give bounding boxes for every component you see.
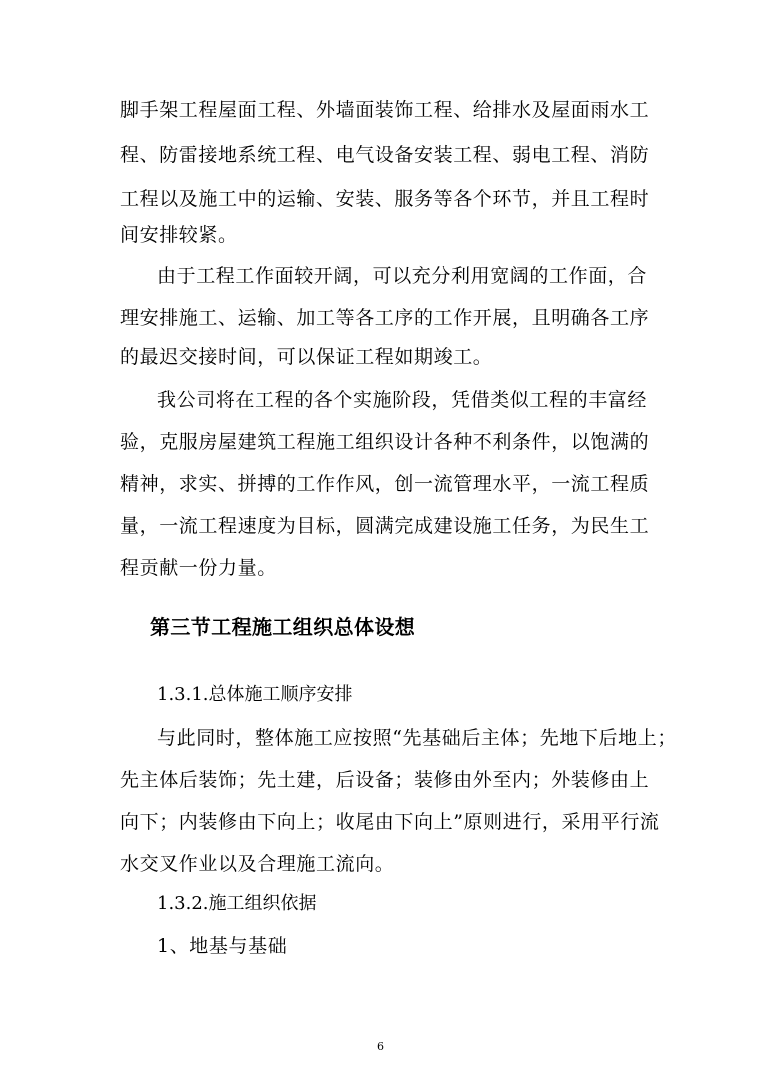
paragraph-2-line-3: 的最迟交接时间，可以保证工程如期竣工。	[120, 346, 493, 368]
paragraph-4-line-3: 向下；内装修由下向上；收尾由下向上”原则进行，采用平行流	[120, 811, 660, 833]
paragraph-4-line-2: 先主体后装饰；先土建，后设备；装修由外至内；外装修由上	[120, 769, 650, 791]
paragraph-1-line-3: 工程以及施工中的运输、安装、服务等各个环节，并且工程时	[120, 188, 650, 210]
page-number: 6	[377, 1040, 384, 1053]
paragraph-3-line-1: 我公司将在工程的各个实施阶段，凭借类似工程的丰富经	[157, 389, 648, 411]
subsection-heading-1-3-1: 1.3.1.总体施工顺序安排	[157, 684, 353, 705]
section-heading: 第三节工程施工组织总体设想	[150, 615, 416, 639]
paragraph-2-line-2: 理安排施工、运输、加工等各工序的工作开展，且明确各工序	[120, 307, 650, 329]
paragraph-1-line-2: 程、防雷接地系统工程、电气设备安装工程、弱电工程、消防	[120, 144, 650, 166]
paragraph-1-line-1: 脚手架工程屋面工程、外墙面装饰工程、给排水及屋面雨水工	[120, 99, 650, 121]
paragraph-4-line-1: 与此同时，整体施工应按照“先基础后主体；先地下后地上；	[157, 727, 677, 749]
paragraph-3-line-5: 程贡献一份力量。	[120, 557, 277, 579]
paragraph-3-line-2: 验，克服房屋建筑工程施工组织设计各种不利条件，以饱满的	[120, 431, 650, 453]
subsection-heading-1-3-2: 1.3.2.施工组织依据	[157, 893, 317, 914]
paragraph-3-line-4: 量，一流工程速度为目标，圆满完成建设施工任务，为民生工	[120, 515, 650, 537]
paragraph-1-line-4: 间安排较紧。	[120, 224, 238, 246]
paragraph-2-line-1: 由于工程工作面较开阔，可以充分利用宽阔的工作面，合	[157, 265, 648, 287]
list-item-foundation: 1、地基与基础	[157, 935, 288, 957]
paragraph-4-line-4: 水交叉作业以及合理施工流向。	[120, 853, 395, 875]
paragraph-3-line-3: 精神，求实、拼搏的工作作风，创一流管理水平，一流工程质	[120, 473, 650, 495]
